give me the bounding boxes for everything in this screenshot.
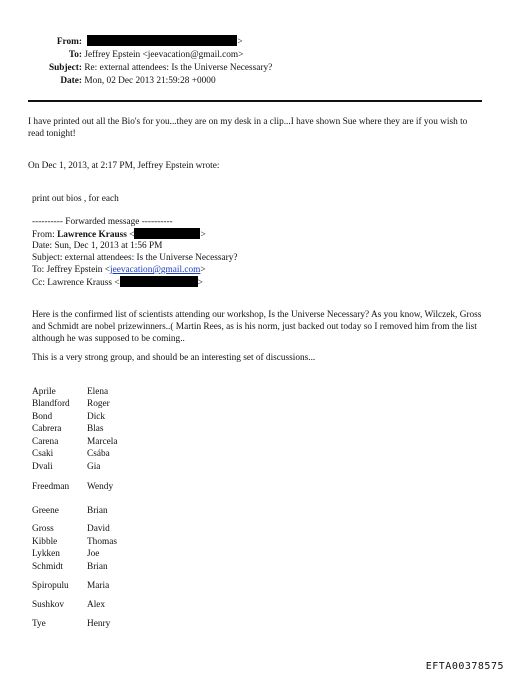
redaction-bar xyxy=(134,228,200,239)
attendee-first-name: Dick xyxy=(87,412,106,422)
forwarded-from-label: From: xyxy=(32,230,55,240)
forwarded-from-open: < xyxy=(129,230,135,240)
instruction-text: print out bios , for each xyxy=(32,194,119,204)
attendee-first-name: Thomas xyxy=(87,537,117,547)
header-subject-label: Subject: xyxy=(48,63,82,73)
attendee-first-name: Blas xyxy=(87,424,104,434)
forwarded-subject: Subject: external attendees: Is the Universe Necessary? xyxy=(32,253,238,263)
reply-body: I have printed out all the Bio's for you...they are on my desk in a clip...I have shown Sue where they are if you wish to read tonight! xyxy=(28,117,468,139)
forwarded-to-prefix: To: Jeffrey Epstein < xyxy=(32,265,111,275)
attendee-last-name: Blandford xyxy=(32,399,70,409)
attendee-last-name: Tye xyxy=(32,619,46,629)
attendee-last-name: Csaki xyxy=(32,449,54,459)
header-to-row xyxy=(34,49,243,61)
header-date-row xyxy=(34,75,216,87)
attendee-last-name: Cabrera xyxy=(32,424,62,434)
forwarded-from-close: > xyxy=(200,230,206,240)
attendee-last-name: Carena xyxy=(32,437,59,447)
attendee-last-name: Gross xyxy=(32,524,54,534)
attendee-last-name: Bond xyxy=(32,412,53,422)
header-to-value: Jeffrey Epstein <jeevacation@gmail.com> xyxy=(84,50,244,60)
header-divider xyxy=(28,100,482,102)
redaction-bar xyxy=(120,276,198,287)
attendee-last-name: Spiropulu xyxy=(32,581,69,591)
forwarded-from-name: Lawrence Krauss xyxy=(57,230,127,240)
forwarded-cc-row xyxy=(32,276,203,289)
attendee-first-name: Csába xyxy=(87,449,110,459)
header-to-label: To: xyxy=(68,50,82,60)
attendee-first-name: Roger xyxy=(87,399,110,409)
forwarded-divider: ---------- Forwarded message ---------- xyxy=(32,217,173,227)
attendee-last-name: Schmidt xyxy=(32,562,63,572)
attendee-first-name: Henry xyxy=(87,619,111,629)
forwarded-to-suffix: > xyxy=(200,265,206,275)
attendee-last-name: Greene xyxy=(32,506,59,516)
attendee-last-name: Freedman xyxy=(32,482,70,492)
attendee-last-name: Lykken xyxy=(32,549,60,559)
header-date-value: Mon, 02 Dec 2013 21:59:28 +0000 xyxy=(84,76,216,86)
attendee-first-name: David xyxy=(87,524,110,534)
attendee-last-name: Dvali xyxy=(32,462,53,472)
attendee-first-name: Gia xyxy=(87,462,101,472)
attendee-first-name: Alex xyxy=(87,600,106,610)
attendee-first-name: Elena xyxy=(87,387,109,397)
attendee-first-name: Marcela xyxy=(87,437,118,447)
header-subject-value: Re: external attendees: Is the Universe Necessary? xyxy=(84,63,273,73)
forwarded-cc-suffix: > xyxy=(197,278,203,288)
attendee-last-name: Kibble xyxy=(32,537,58,547)
header-from-row xyxy=(34,35,243,48)
attendee-first-name: Wendy xyxy=(87,482,114,492)
forwarded-to-email-link[interactable]: jeevacation@gmail.com xyxy=(110,265,201,275)
quote-intro: On Dec 1, 2013, at 2:17 PM, Jeffrey Epstein wrote: xyxy=(28,161,220,171)
attendee-first-name: Brian xyxy=(87,562,108,572)
attendee-last-name: Aprile xyxy=(32,387,56,397)
document-id: EFTA00378575 xyxy=(425,661,504,672)
forwarded-to-row xyxy=(32,264,206,276)
header-from-label: From: xyxy=(56,37,82,47)
forwarded-date: Date: Sun, Dec 1, 2013 at 1:56 PM xyxy=(32,241,163,251)
redaction-bar xyxy=(87,35,237,46)
attendee-first-name: Joe xyxy=(87,549,100,559)
header-date-label: Date: xyxy=(60,76,82,86)
attendee-last-name: Sushkov xyxy=(32,600,65,610)
attendee-first-name: Brian xyxy=(87,506,108,516)
message-paragraph-1: Here is the confirmed list of scientists attending our workshop, Is the Universe Necessary? As you know, Wilczek, Gross and Schmidt are nobel prizewinners..( Martin Rees, as is his norm, just backed out today so I removed him from the list although he was supposed to be coming.. xyxy=(32,310,482,344)
header-subject-row xyxy=(34,62,272,74)
forwarded-cc-prefix: Cc: Lawrence Krauss < xyxy=(32,278,120,288)
header-from-suffix: > xyxy=(237,37,243,47)
attendee-first-name: Maria xyxy=(87,581,110,591)
message-paragraph-2: This is a very strong group, and should be an interesting set of discussions... xyxy=(32,353,316,363)
